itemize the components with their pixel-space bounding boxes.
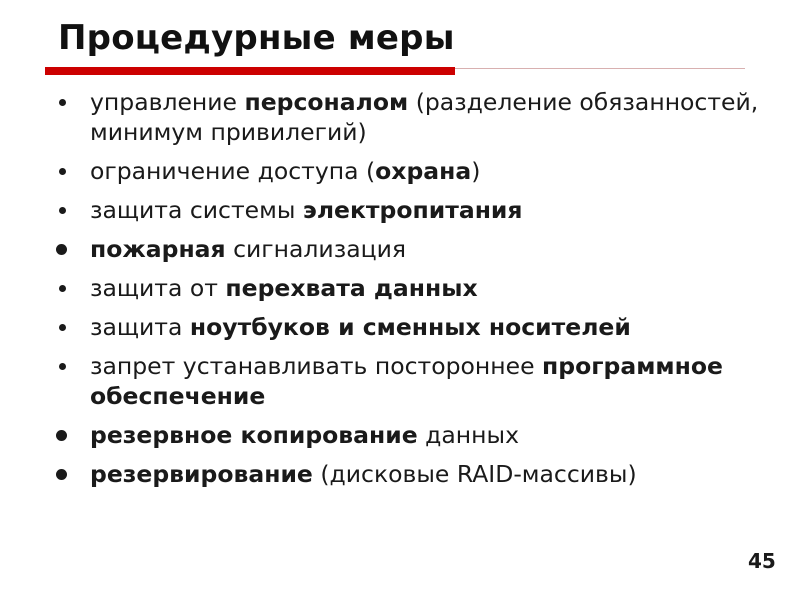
list-item-emphasis: охрана [375, 157, 472, 185]
bullet-icon [56, 244, 67, 255]
title-underline-accent [45, 67, 455, 75]
bullet-icon [56, 430, 67, 441]
list-item-text: данных [417, 421, 519, 449]
list-item [0, 234, 760, 264]
list-item [0, 87, 760, 147]
bullet-icon [56, 469, 67, 480]
list-item [0, 351, 760, 411]
list-item [0, 420, 760, 450]
bullet-list [0, 87, 760, 498]
list-item-emphasis: электропитания [302, 196, 523, 224]
list-item-text: защита системы [90, 196, 303, 224]
list-item-text: сигнализация [225, 235, 407, 263]
list-item-emphasis: персоналом [244, 88, 409, 116]
bullet-icon [59, 99, 66, 106]
bullet-icon [59, 285, 66, 292]
list-item [0, 195, 760, 225]
bullet-icon [59, 207, 66, 214]
list-item-emphasis: пожарная [90, 235, 226, 263]
list-item-text: управление [90, 88, 245, 116]
list-item [0, 156, 760, 186]
list-item-emphasis: ноутбуков и сменных носителей [189, 313, 631, 341]
list-item-text: запрет устанавливать постороннее [90, 352, 543, 380]
list-item-emphasis: резервирование [90, 460, 313, 488]
list-item [0, 312, 760, 342]
list-item [0, 273, 760, 303]
list-item [0, 459, 760, 489]
bullet-icon [59, 324, 66, 331]
slide-number: 45 [748, 549, 776, 573]
slide-title: Процедурные меры [58, 18, 455, 58]
list-item-text: (дисковые RAID-массивы) [312, 460, 637, 488]
bullet-icon [59, 168, 66, 175]
list-item-emphasis: перехвата данных [225, 274, 478, 302]
list-item-text: защита [90, 313, 190, 341]
list-item-text: защита от [90, 274, 226, 302]
bullet-icon [59, 363, 66, 370]
list-item-emphasis: программное обеспечение [90, 352, 723, 410]
list-item-text: ) [471, 157, 481, 185]
list-item-emphasis: резервное копирование [90, 421, 418, 449]
list-item-text: (разделение обязанностей, минимум привилегий) [90, 88, 759, 146]
list-item-text: ограничение доступа ( [90, 157, 376, 185]
